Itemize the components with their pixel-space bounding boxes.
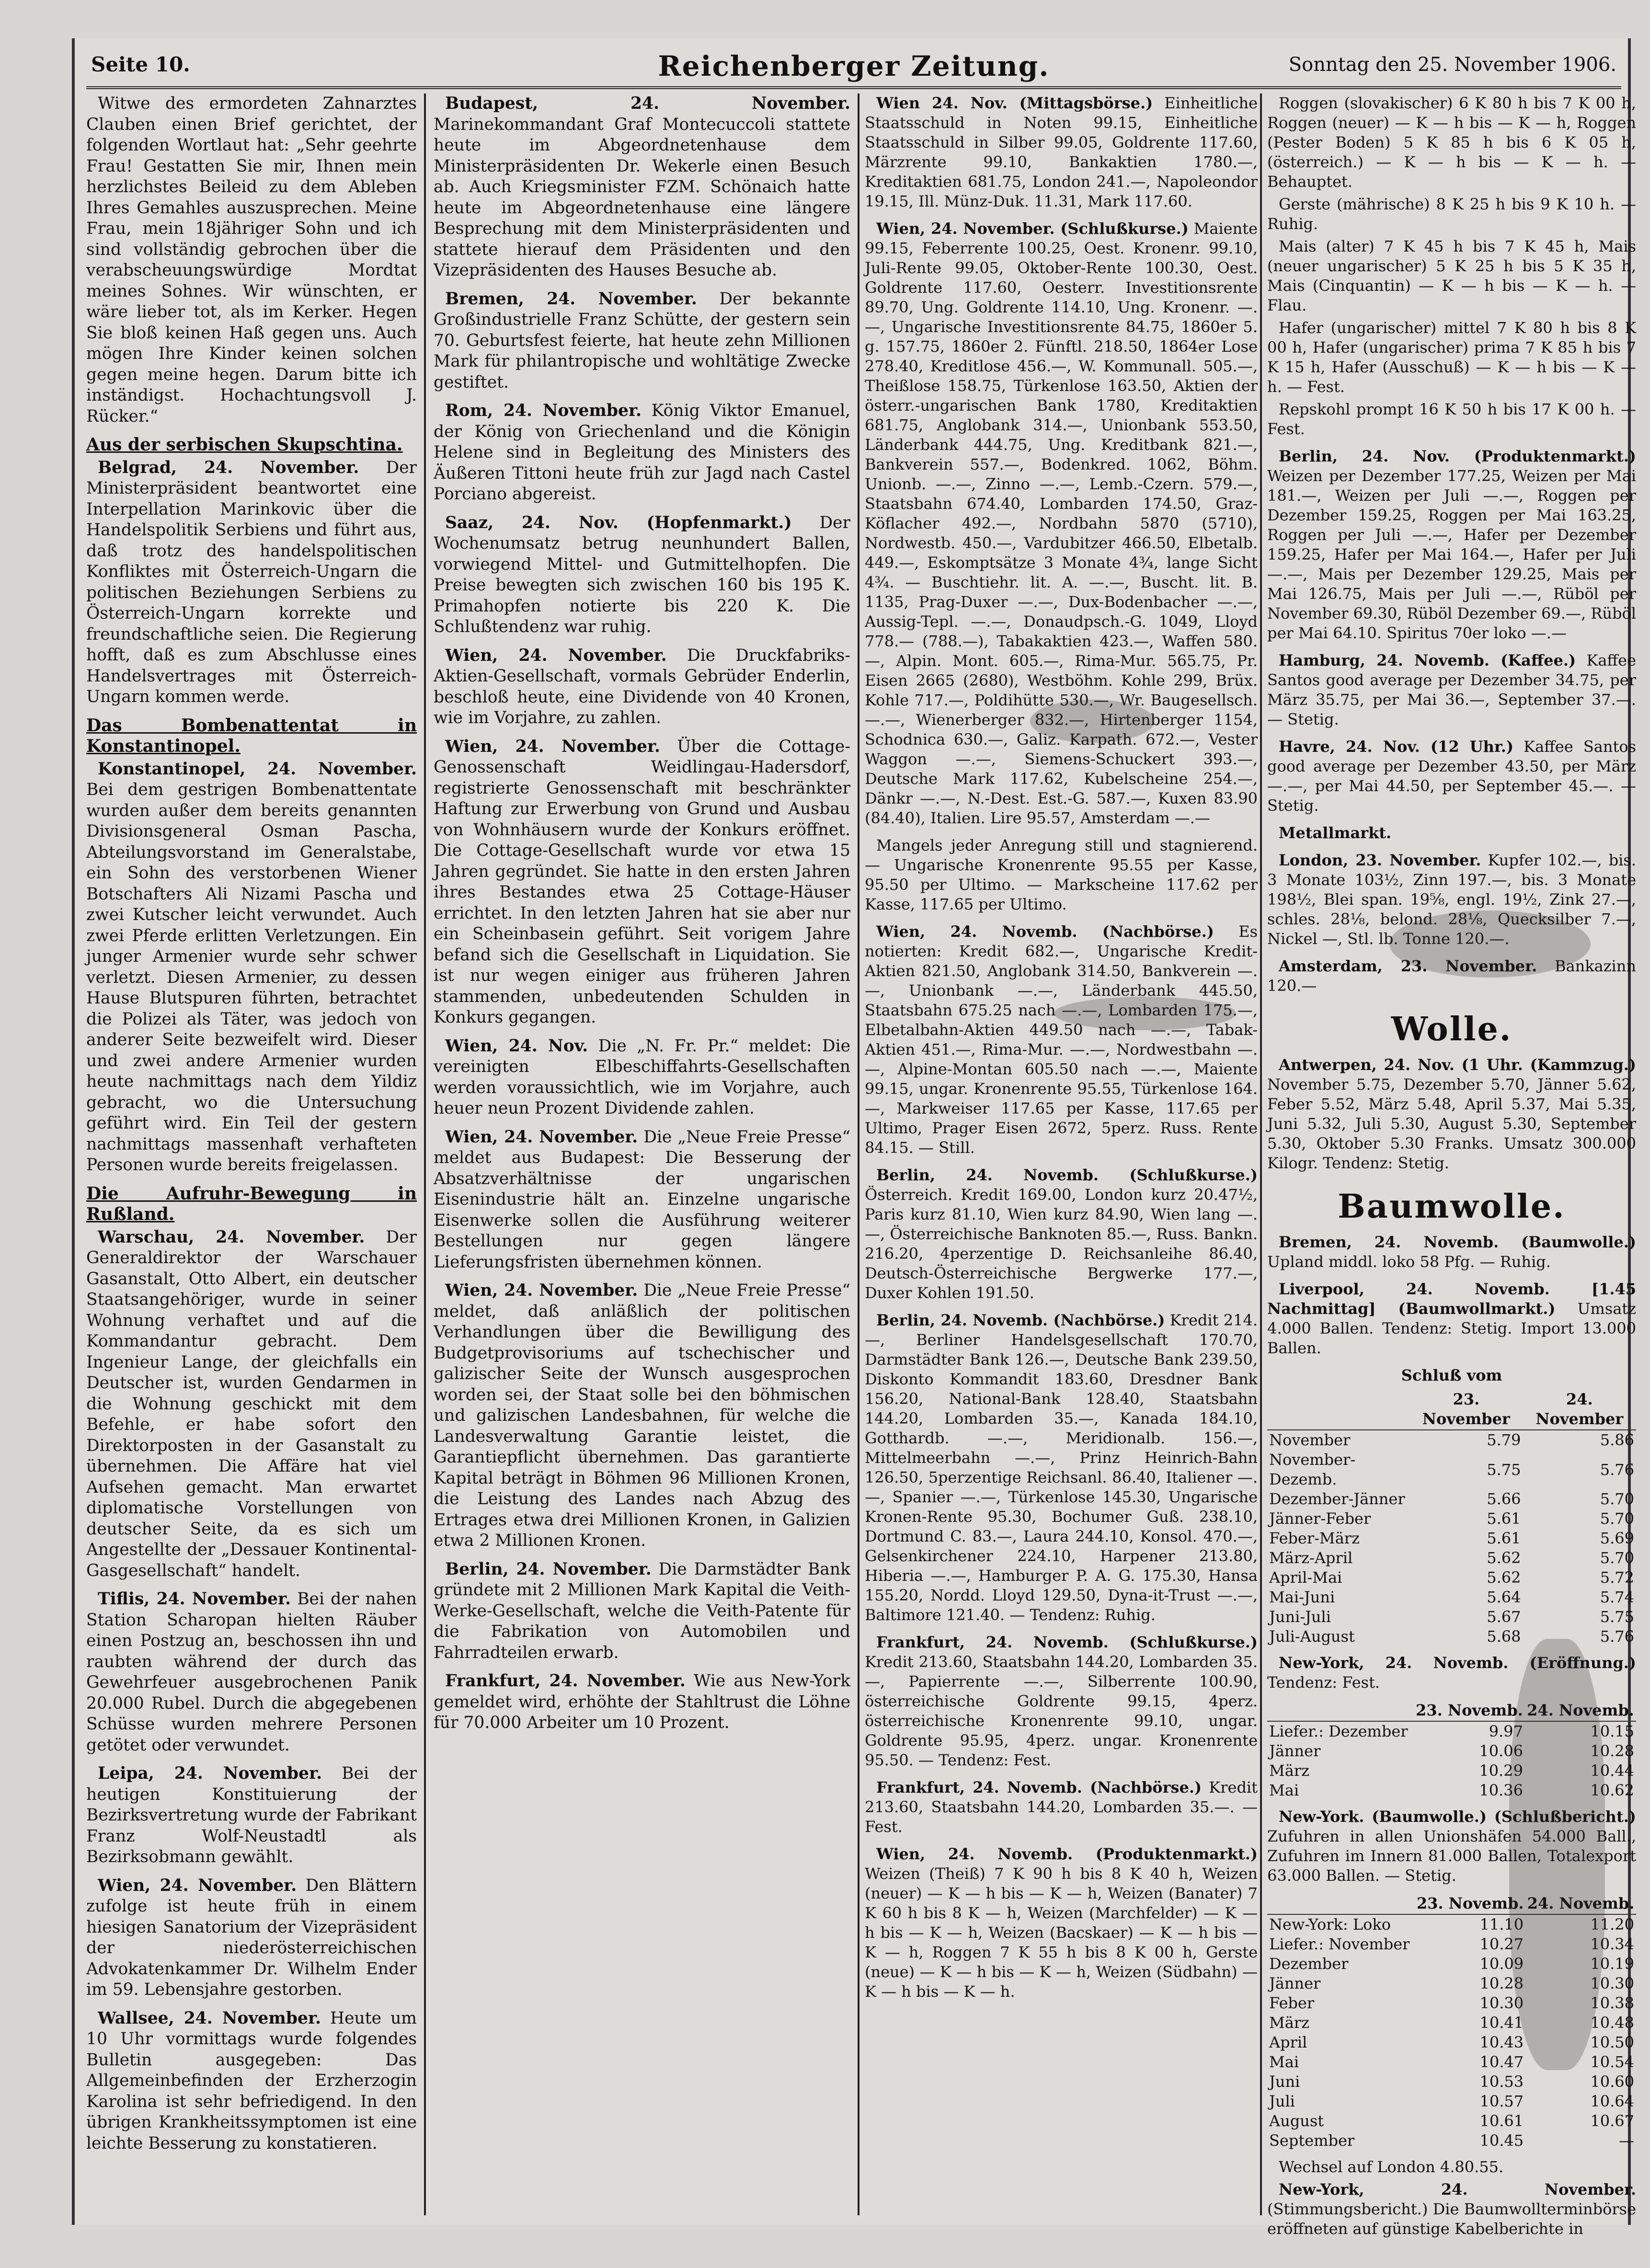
- paragraph-text: Wie aus New-York gemeldet wird, erhöhte der Stahltrust die Löhne für 70.000 Arbeiter um 10 Prozent.: [434, 1671, 850, 1732]
- dateline: Liverpool, 24. Novemb. [1.45 Nachmittag] (Baumwollmarkt.): [1267, 1280, 1636, 1318]
- dateline: Frankfurt, 24. Novemb. (Nachbörse.): [876, 1778, 1202, 1796]
- table-cell: 5.67: [1487, 1608, 1521, 1626]
- article: [865, 922, 1258, 1158]
- paragraph-text: Roggen (slovakischer) 6 K 80 h bis 7 K 00 h, Roggen (neuer) — K — h bis — K — h, Roggen (Pester Boden) 5 K 85 h bis 6 K 05 h, (österreich.) — K — h bis — K — h. — Behauptet.: [1267, 94, 1636, 191]
- paragraph: [434, 1036, 850, 1119]
- article: [865, 1165, 1258, 1303]
- paragraph: [86, 458, 417, 708]
- article-newyork-opening: [1267, 1653, 1636, 1692]
- paragraph: [86, 1763, 417, 1868]
- table-row: [1267, 1489, 1636, 1509]
- table-cell: Mai: [1269, 1781, 1299, 1799]
- article-headline: Das Bombenattentat in Konstantinopel.: [86, 715, 417, 756]
- paragraph: [86, 1227, 417, 1582]
- paragraph-text: Der bekannte Großindustrielle Franz Schütte, der gestern sein 70. Geburtsfest feierte, hat heute zehn Millionen Mark für philantropische und wohltätige Zwecke gestiftet.: [434, 289, 851, 392]
- paragraph-text: Gerste (mährische) 8 K 25 h bis 9 K 10 h. — Ruhig.: [1267, 195, 1636, 233]
- article: [434, 513, 850, 638]
- table-cell: 10.34: [1590, 1935, 1634, 1953]
- article: [434, 289, 850, 393]
- article: [1267, 651, 1636, 729]
- dateline: New-York. (Baumwolle.) (Schlußbericht.): [1279, 1807, 1636, 1826]
- paragraph: [865, 1844, 1258, 2002]
- article: [86, 1184, 417, 1582]
- article: [865, 1778, 1258, 1837]
- table-cell: November: [1269, 1431, 1351, 1449]
- cotton-closing-table: [1267, 1389, 1636, 1646]
- paragraph: [1267, 318, 1636, 397]
- table-cell: 5.61: [1487, 1529, 1521, 1547]
- table-row: [1267, 2052, 1636, 2072]
- table-cell: Feber-März: [1269, 1529, 1360, 1547]
- table-cell: 11.20: [1590, 1915, 1634, 1934]
- table-cell: 10.57: [1479, 2092, 1524, 2110]
- paragraph: [865, 1633, 1258, 1770]
- dateline: Frankfurt, 24. Novemb. (Schlußkurse.): [876, 1633, 1258, 1651]
- article-text: Tendenz: Fest.: [1267, 1673, 1380, 1692]
- article: [1267, 737, 1636, 816]
- table-cell: 10.19: [1590, 1955, 1634, 1973]
- dateline: Tiflis, 24. November.: [98, 1589, 291, 1609]
- article: [865, 1633, 1258, 1770]
- table-cell: 10.43: [1479, 2033, 1524, 2051]
- article: [86, 1876, 417, 2001]
- table-cell: März-April: [1269, 1549, 1353, 1567]
- dateline: Warschau, 24. November.: [98, 1227, 365, 1247]
- table-row: [1267, 2033, 1636, 2052]
- article: [1267, 851, 1636, 949]
- paragraph: [1267, 447, 1636, 643]
- paragraph-text: König Viktor Emanuel, der König von Griechenland und die Königin Helene sind in Begleitung des Ministers des Äußeren Tittoni heute früh zur Jagd nach Castel Porciano abgereist.: [434, 401, 851, 504]
- article: [434, 1671, 850, 1734]
- article: [1267, 956, 1636, 996]
- table-cell: 10.38: [1590, 1994, 1634, 2012]
- table-cell: 10.64: [1590, 2092, 1634, 2110]
- table-cell: 5.79: [1487, 1431, 1521, 1449]
- dateline: Saaz, 24. Nov. (Hopfenmarkt.): [445, 513, 792, 532]
- paragraph-text: Weizen per Dezember 177.25, Weizen per Mai 181.—, Weizen per Juli —.—, Roggen per Dezember 159.25, Roggen per Mai 163.25, Roggen per Juli —.—, Hafer per Dezember 159.25, Hafer per Mai 164.—, Hafer per Juli —.—, Mais per Dezember 129.25, Mais per Mai 126.75, Mais per Juli —.—, Rüböl per November 69.30, Rüböl Dezember 69.—, Rüböl per Mai 64.10. Spiritus 70er loko —.—: [1267, 467, 1636, 642]
- table-cell: 10.27: [1479, 1935, 1524, 1953]
- table-cell: 10.53: [1479, 2072, 1524, 2091]
- article: [434, 1280, 850, 1552]
- article-newyork-closing: [1267, 1807, 1636, 1886]
- table-row: [1267, 1450, 1636, 1489]
- table-cell: März: [1269, 1761, 1309, 1780]
- paragraph-text: Der Ministerpräsident beantwortet eine Interpellation Marinkovic über die Handelspolitik Serbiens und führt aus, daß trotz des handelspolitischen Konfliktes mit Österreich-Ungarn die politischen Beziehungen Serbiens zu Österreich-Ungarn korrekte und freundschaftliche seien. Die Regierung hofft, daß es zum Abschlusse eines Handelsvertrages mit Österreich-Ungarn kommen werde.: [86, 458, 417, 706]
- table-row: [1267, 1761, 1636, 1781]
- dateline: Metallmarkt.: [1279, 824, 1392, 842]
- dateline: Berlin, 24. Novemb. (Schlußkurse.): [876, 1166, 1258, 1184]
- article-text: Umsatz 4.000 Ballen. Tendenz: Stetig. Import 13.000 Ballen.: [1267, 1300, 1636, 1357]
- newyork-closing-table: [1267, 1893, 1636, 2151]
- newyork-opening-table: [1267, 1700, 1636, 1800]
- table-cell: 11.10: [1479, 1915, 1524, 1934]
- table-row: [1267, 2111, 1636, 2131]
- table-row: [1267, 1548, 1636, 1568]
- table-cell: 5.68: [1487, 1627, 1521, 1646]
- table-row: [1267, 1529, 1636, 1548]
- table-row: [1267, 1509, 1636, 1529]
- article: [86, 93, 417, 427]
- article: [1267, 823, 1636, 843]
- dateline: London, 23. November.: [1279, 851, 1481, 869]
- table-cell: Juli: [1269, 2092, 1295, 2110]
- dateline: Wien, 24. November.: [445, 1127, 638, 1147]
- paragraph-text: Repskohl prompt 16 K 50 h bis 17 K 00 h. — Fest.: [1267, 400, 1636, 438]
- table-cell: 10.28: [1590, 1742, 1634, 1760]
- dateline: Wien, 24. Novemb. (Produktenmarkt.): [876, 1845, 1258, 1863]
- paragraph: [865, 93, 1258, 211]
- dateline: Berlin, 24. November.: [445, 1559, 652, 1579]
- paragraph: [865, 1165, 1258, 1303]
- dateline: Bremen, 24. November.: [445, 289, 697, 309]
- paragraph-text: Mangels jeder Anregung still und stagnierend. — Ungarische Kronenrente 95.55 per Kasse, 95.50 per Ultimo. — Markscheine 117.62 per Kasse, 117.65 per Ultimo.: [865, 836, 1258, 913]
- table-cell: 9.97: [1489, 1722, 1523, 1740]
- table-row: [1267, 1430, 1636, 1450]
- table-cell: 10.41: [1479, 2014, 1524, 2032]
- paragraph: [865, 219, 1258, 828]
- table-cell: Liefer.: Dezember: [1269, 1722, 1408, 1740]
- paragraph-text: Witwe des ermordeten Zahnarztes Clauben einen Brief gerichtet, der folgenden Wortlaut hat: „Sehr geehrte Frau! Gestatten Sie mir, Ihnen mein herzlichstes Beileid zu dem Ableben Ihres Gemahles auszusprechen. Meine Frau, mein 18jähriger Sohn und ich sind vollständig gebrochen über die verabscheuungswürdige Mordtat meines Sohnes. Wir wünschten, er wäre lieber tot, als im Kerker. Hegen Sie bloß keinen Haß gegen uns. Auch mögen Ihre Kinder keinen solchen gegen meine hegen. Darum bitte ich inständigst. Hochachtungsvoll J. Rücker.“: [86, 94, 417, 426]
- table-header: 23. November: [1409, 1389, 1523, 1430]
- table-cell: 5.75: [1487, 1460, 1521, 1479]
- paragraph-text: Die „Neue Freie Presse“ meldet, daß anläßlich der politischen Verhandlungen über die Bewilligung des Budgetprovisoriums auf tschechischer und galizischer Seite der Wunsch ausgesprochen worden sei, der Staat solle bei den böhmischen und galizischen Landesbahnen, für welche die Landesverwaltung Garantie leistet, die Garantiepflicht übernehmen. Das garantierte Kapital beträgt in Böhmen 96 Millionen Kronen, die Leistung des Landes nach Abzug des Ertrages etwa drei Millionen Kronen, in Galizien etwa 2 Millionen Kronen.: [434, 1281, 850, 1550]
- article: [865, 219, 1258, 828]
- paragraph-text: Bei dem gestrigen Bombenattentate wurden außer dem bereits genannten Divisionsgeneral Osman Pascha, Abteilungsvorstand im Generalstabe, ein Sohn des verstorbenen Wiener Botschafters Ali Nizami Pascha und zwei Kutscher leicht verwundet. Auch zwei Pferde erlitten Verletzungen. Ein junger Armenier wurde sehr schwer verletzt. Diesen Armenier, zu dessen Hause Blutspuren führten, betrachtet die Polizei als Täter, was jedoch von anderer Seite bezweifelt wird. Dieser und zwei andere Armenier wurden heute nachmittags nach dem Yildiz gebracht, wo die Untersuchung geführt wird. Ein Teil der gestern nachmittags massenhaft verhafteten Personen wurde bereits freigelassen.: [86, 780, 417, 1174]
- table-row: [1267, 1993, 1636, 2013]
- table-cell: August: [1269, 2112, 1324, 2130]
- table-row: [1267, 1568, 1636, 1588]
- table-cell: April: [1269, 2033, 1307, 2051]
- article: [865, 1311, 1258, 1625]
- table-cell: 10.54: [1590, 2053, 1634, 2071]
- table-cell: 5.66: [1487, 1490, 1521, 1508]
- table-cell: Juni-Juli: [1269, 1608, 1331, 1626]
- column-rule: [424, 93, 426, 2215]
- table-header: 23. Novemb.: [1414, 1700, 1525, 1721]
- paragraph-text: Kredit 213.60, Staatsbahn 144.20, Lombarden 35.—. — Fest.: [865, 1778, 1258, 1836]
- table-header: 24. Novemb.: [1525, 1700, 1636, 1721]
- table-cell: 10.44: [1590, 1761, 1634, 1780]
- table-cell: Juli-August: [1269, 1627, 1355, 1646]
- column-rule: [1260, 93, 1262, 2215]
- paragraph: [1267, 956, 1636, 996]
- table-cell: Jänner: [1269, 1974, 1321, 1992]
- dateline: Budapest, 24. November.: [445, 94, 850, 113]
- paragraph: [1267, 400, 1636, 439]
- paragraph-text: Die „Neue Freie Presse“ meldet aus Budapest: Die Besserung der Absatzverhältnisse der ungarischen Eisenindustrie hält an. Einzelne ungarische Eisenwerke sollen die Ausführung weiterer Bestellungen nur gegen längere Lieferungsfristen übernehmen können.: [434, 1127, 850, 1272]
- table-cell: 5.64: [1487, 1588, 1521, 1606]
- table-cell: 5.62: [1487, 1549, 1521, 1567]
- paragraph: [434, 645, 850, 729]
- commodity-reports: [1267, 93, 1636, 996]
- table-cell: 10.47: [1479, 2053, 1524, 2071]
- paragraph-text: Den Blättern zufolge ist heute früh in einem hiesigen Sanatorium der Vizepräsident der niederösterreichischen Advokatenkammer Dr. Wilhelm Ender im 59. Lebensjahre gestorben.: [86, 1876, 417, 1999]
- paragraph-text: Kaffee Santos good average per Dezember 34.75, per März 35.75, per Mai 36.—, September 37.—. — Stetig.: [1267, 651, 1637, 728]
- table-cell: Dezember-Jänner: [1269, 1490, 1405, 1508]
- dateline: Wien, 24. Novemb. (Nachbörse.): [876, 922, 1214, 941]
- column-3-stock-reports: [865, 93, 1258, 2215]
- table-row: [1267, 1588, 1636, 1607]
- dateline: Konstantinopel, 24. November.: [98, 759, 417, 779]
- table-row: [1267, 2072, 1636, 2092]
- table-cell: 5.86: [1600, 1431, 1634, 1449]
- table-cell: New-York: Loko: [1269, 1915, 1391, 1934]
- table-cell: 10.28: [1479, 1974, 1524, 1992]
- table-cell: 5.62: [1487, 1568, 1521, 1587]
- paragraph-text: Bei der heutigen Konstituierung der Bezirksvertretung wurde der Fabrikant Franz Wolf-Neustadtl als Bezirksobmann gewählt.: [86, 1764, 417, 1866]
- paragraph: [434, 513, 850, 638]
- table-cell: 10.67: [1590, 2112, 1634, 2130]
- article: [865, 836, 1258, 914]
- article: [434, 1127, 850, 1273]
- dateline: Wien, 24. November.: [445, 1281, 638, 1300]
- table-caption: Schluß vom: [1401, 1366, 1502, 1384]
- table-cell: Feber: [1269, 1994, 1315, 2012]
- table-cell: Liefer.: November: [1269, 1935, 1410, 1953]
- table-cell: Dezember: [1269, 1955, 1349, 1973]
- paragraph-text: Kaffee Santos good average per Dezember 43.50, per März —.—, per Mai 44.50, per September 45.—. — Stetig.: [1267, 737, 1637, 815]
- paragraph: [434, 93, 850, 281]
- table-cell: 5.76: [1600, 1627, 1634, 1646]
- article: [1267, 447, 1636, 643]
- article: [86, 2008, 417, 2154]
- paragraph-text: Die „N. Fr. Pr.“ meldet: Die vereinigten Elbeschiffahrts-Gesellschaften werden voraussichtlich, wie im Vorjahre, auch heuer neun Prozent Dividende zahlen.: [434, 1036, 851, 1118]
- dateline: Frankfurt, 24. November.: [445, 1671, 686, 1691]
- article-bremen: [1267, 1232, 1636, 1272]
- paragraph-text: Kupfer 102.—, bis. 3 Monate 103½, Zinn 197.—, bis. 3 Monate 198½, Blei span. 19⅝, engl. 19½, Zink 27.—, schles. 28⅛, belond. 28⅛, Quecksilber 7.—, Nickel —, Stl. lb. Tonne 120.—.: [1267, 851, 1637, 948]
- table-row: [1267, 1914, 1636, 1934]
- paragraph: [1267, 737, 1636, 816]
- dateline: Berlin, 24. Nov. (Produktenmarkt.): [1279, 447, 1636, 465]
- page-number: Seite 10.: [91, 53, 190, 76]
- table-cell: 10.06: [1479, 1742, 1523, 1760]
- article: [86, 1589, 417, 1756]
- paragraph: [434, 289, 850, 393]
- table-header: 24. November: [1523, 1389, 1636, 1430]
- table-header: 23. Novemb.: [1415, 1893, 1525, 1914]
- article: [865, 1844, 1258, 2002]
- table-row: [1267, 1627, 1636, 1646]
- dateline: Bremen, 24. Novemb. (Baumwolle.): [1279, 1233, 1636, 1251]
- dateline: Belgrad, 24. November.: [98, 458, 359, 477]
- table-row: [1267, 2131, 1636, 2151]
- paragraph-text: Bei der nahen Station Scharopan hielten Räuber einen Postzug an, beschossen ihn und raubten während der durch das Gewehrfeuer ausgebrochenen Panik 20.000 Rubel. Durch die abgegebenen Schüsse wurden mehrere Personen getötet oder verwundet.: [86, 1589, 417, 1755]
- table-header: 24. Novemb.: [1525, 1893, 1636, 1914]
- paragraph: [86, 2008, 417, 2154]
- article-text: November 5.75, Dezember 5.70, Jänner 5.62, Feber 5.52, März 5.48, April 5.37, Mai 5.35, Juni 5.32, Juli 5.30, August 5.30, September 5.30, Oktober 5.30 Franks. Umsatz 300.000 Kilogr. Tendenz: Stetig.: [1267, 1075, 1636, 1172]
- table-row: [1267, 1934, 1636, 1954]
- article: [1267, 93, 1636, 439]
- paragraph-text: Es notierten: Kredit 682.—, Ungarische Kredit-Aktien 821.50, Anglobank 314.50, Bankverein —.—, Unionbank —.—, Länderbank 445.50, Staatsbahn 675.25 nach —.—, Lombarden 175.—, Elbetalbahn-Aktien 449.50 nach —.—, Tabak-Aktien 451.—, Rima-Mur. —.—, Nordwestbahn —.—, Alpine-Montan 605.50 nach —.—, Maiente 99.15, ungar. Kronenrente 95.55, Türkenlose 164.—, Markweiser 117.65 per Kasse, 117.65 per Ultimo, Prager Eisen 2672, 5perz. Russ. Rente 84.15. — Still.: [865, 922, 1258, 1157]
- paragraph-text: Die Darmstädter Bank gründete mit 2 Millionen Mark Kapital die Veith-Werke-Gesellschaft, welche die Veith-Patente für die Fabrikation von Automobilen und Fahrradteilen erwarb.: [434, 1559, 851, 1662]
- issue-date: Sonntag den 25. November 1906.: [1288, 54, 1616, 76]
- paragraph-text: Bankazinn 120.—: [1267, 957, 1636, 995]
- article: [434, 645, 850, 729]
- table-cell: 5.69: [1600, 1529, 1634, 1547]
- table-cell: 10.15: [1590, 1722, 1634, 1740]
- table-cell: —: [1619, 2131, 1634, 2150]
- paragraph-text: Der Wochenumsatz betrug neunhundert Ballen, vorwiegend Mittel- und Gutmittelhopfen. Die Preise bewegten sich zwischen 160 bis 195 K. Primahopfen notierte bis 220 K. Die Schlußtendenz war ruhig.: [434, 513, 851, 636]
- paragraph-text: Marinekommandant Graf Montecuccoli stattete heute im Abgeordnetenhause dem Ministerpräsidenten Dr. Wekerle einen Besuch ab. Auch Kriegsminister FZM. Schönaich hatte heute im Abgeordnetenhause eine längere Besprechung mit dem Ministerpräsidenten und stattete hierauf dem Präsidenten und den Vizepräsidenten des Hauses Besuche ab.: [434, 115, 850, 280]
- paragraph-text: Weizen (Theiß) 7 K 90 h bis 8 K 40 h, Weizen (neuer) — K — h bis — K — h, Weizen (Banater) 7 K 60 h bis 8 K — h, Weizen (Marchfelder) — K — h bis — K — h, Weizen (Bacskaer) — K — h bis — K — h, Roggen 7 K 55 h bis 8 K 00 h, Gerste (neue) — K — h bis — K — h, Weizen (Südbahn) — K — h bis — K — h.: [865, 1865, 1258, 2001]
- table-cell: 5.74: [1600, 1588, 1634, 1606]
- table-row: [1267, 1954, 1636, 1974]
- table-cell: 5.70: [1600, 1549, 1634, 1567]
- paragraph: [1267, 93, 1636, 192]
- section-title-wolle: Wolle.: [1391, 1010, 1512, 1048]
- paragraph: [86, 93, 417, 427]
- table-row: [1267, 2092, 1636, 2111]
- dateline: New-York, 24. Novemb. (Eröffnung.): [1279, 1654, 1636, 1672]
- table-row: [1267, 2013, 1636, 2033]
- paragraph-text: Mais (alter) 7 K 45 h bis 7 K 45 h, Mais (neuer ungarischer) 5 K 25 h bis 5 K 35 h, Mais (Cinquantin) — K — h bis — K — h. — Flau.: [1267, 237, 1636, 314]
- dateline: Wien 24. Nov. (Mittagsbörse.): [876, 94, 1153, 112]
- table-header: [1267, 1893, 1415, 1914]
- paragraph: [86, 1876, 417, 2001]
- dateline: Wallsee, 24. November.: [98, 2008, 321, 2028]
- paragraph: [434, 1280, 850, 1552]
- paragraph: [1267, 651, 1636, 729]
- dateline: Wien, 24. November. (Schlußkurse.): [876, 219, 1189, 238]
- table-cell: 10.29: [1479, 1761, 1523, 1780]
- paragraph-text: Die Druckfabriks-Aktien-Gesellschaft, vormals Gebrüder Enderlin, beschloß heute, eine Dividende von 40 Kronen, wie im Vorjahre, zu zahlen.: [434, 645, 850, 727]
- article: [434, 93, 850, 281]
- dateline: Wien, 24. Nov.: [445, 1036, 588, 1056]
- article: [434, 1036, 850, 1119]
- article: [434, 737, 850, 1028]
- article-text: Zufuhren in allen Unionshäfen 54.000 Ball., Zufuhren im Innern 81.000 Ballen, Totalexport 63.000 Ballen. — Stetig.: [1267, 1827, 1636, 1885]
- dateline: Berlin, 24. Novemb. (Nachbörse.): [876, 1311, 1165, 1329]
- column-4-commodity-reports: [1267, 93, 1637, 2238]
- table-cell: 10.09: [1479, 1955, 1524, 1973]
- paragraph: [434, 401, 850, 505]
- table-cell: April-Mai: [1269, 1568, 1342, 1587]
- dateline: Wien, 24. November.: [98, 1876, 297, 1895]
- table-cell: Mai-Juni: [1269, 1588, 1335, 1606]
- dateline: New-York, 24. November.: [1279, 2180, 1636, 2199]
- article: [434, 1559, 850, 1664]
- table-cell: März: [1269, 2014, 1309, 2032]
- paragraph-text: Über die Cottage-Genossenschaft Weidlingau-Hadersdorf, registrierte Genossenschaft mit beschränkter Haftung zur Erwerbung von Grund und Ausbau von Wohnhäusern wurde der Konkurs eröffnet. Die Cottage-Gesellschaft wurde vor etwa 15 Jahren gegründet. Sie hatte in den ersten Jahren ihres Bestandes etwa 25 Cottage-Häuser errichtet. In den letzten Jahren hat sie aber nur ein Scheinbasein geführt. Seit vorigem Jahre befand sich die Gesellschaft in Liquidation. Sie ist nur wegen einiger aus früheren Jahren stammenden, unbedeutenden Schulden in Konkurs gegangen.: [434, 737, 850, 1027]
- table-cell: Jänner: [1269, 1742, 1321, 1760]
- table-row: [1267, 1781, 1636, 1800]
- article: [865, 93, 1258, 211]
- article: [434, 401, 850, 505]
- paragraph-text: Maiente 99.15, Feberrente 100.25, Oest. Kronenr. 99.10, Juli-Rente 99.05, Oktober-Rente 100.30, Oest. Goldrente 117.60, Oesterr. Investitionsrente 89.70, Ung. Goldrente 114.10, Ung. Kronenr. —.—, Ungarische Investitionsrente 84.75, 1860er 5. g. 157.75, 1860er 2. Fünftl. 218.50, 1864er Lose 278.40, Kreditlose 456.—, W. Kommunall. 505.—, Theißlose 158.75, Türkenlose 163.50, Aktien der österr.-ungarischen Bank 1780, Kreditaktien 681.75, Anglobank 314.—, Unionbank 553.50, Länderbank 444.75, Ung. Kreditbank 821.—, Bankverein 557.—, Bodenkred. 1062, Böhm. Unionb. —.—, Zinno —.—, Lemb.-Czern. 579.—, Staatsbahn 674.40, Lombarden 174.50, Graz-Köflacher 492.—, Nordbahn 5870 (5710), Nordwestb. 450.—, Vardubitzer 466.50, Elbetalb. 449.—, Eskomptsätze 3 Monate 4¾, lange Sicht 4¾. — Buschtiehr. lit. A. —.—, Buscht. lit. B. 1135, Prag-Duxer —.—, Dux-Bodenbacher —.—, Aussig-Tepl. —.—, Donaudpsch.-G. 1049, Lloyd 778.— (788.—), Tabakaktien 423.—, Waffen 580.—, Alpin. Mont. 605.—, Rima-Mur. 565.75, Pr. Eisen 2665 (2680), Westböhm. Kohle 299, Brüx. Kohle 717.—, Poldihütte 530.—, Wr. Baugesellsch. —.—, Wienerberger 832.—, Hirtenberger 1154, Schodnica 630.—, Galiz. Karpath. 672.—, Vester Waggon —.—, Siemens-Schuckert 393.—, Deutsche Mark 117.62, Kubelscheine 254.—, Dänkr —.—, N.-Dest. Est.-G. 587.—, Kuxen 83.90 (84.40), Italien. Lire 95.57, Amsterdam —.—: [865, 219, 1258, 827]
- article: [86, 435, 417, 708]
- paragraph: [865, 1311, 1258, 1625]
- dateline: Rom, 24. November.: [445, 401, 642, 420]
- dateline: Antwerpen, 24. Nov. (1 Uhr. (Kammzug.): [1279, 1056, 1636, 1074]
- paragraph: [865, 836, 1258, 914]
- paragraph: [865, 1778, 1258, 1837]
- paragraph: [86, 759, 417, 1176]
- table-cell: 10.61: [1479, 2112, 1524, 2130]
- table-cell: 10.48: [1590, 2014, 1634, 2032]
- table-cell: 10.60: [1590, 2072, 1634, 2091]
- paragraph: [1267, 195, 1636, 234]
- table-cell: 5.76: [1600, 1460, 1634, 1479]
- table-row: [1267, 1607, 1636, 1627]
- article-headline: Die Aufruhr-Bewegung in Rußland.: [86, 1183, 417, 1224]
- table-cell: 10.36: [1479, 1781, 1523, 1799]
- table-cell: September: [1269, 2131, 1355, 2150]
- paragraph-text: Einheitliche Staatsschuld in Noten 99.15, Einheitliche Staatsschuld in Silber 99.05, Goldrente 117.60, Märzrente 99.10, Bankaktien 1780.—, Kreditaktien 681.75, London 241.—, Napoleondor 19.15, Ill. Münz-Duk. 11.31, Mark 117.60.: [865, 94, 1258, 210]
- article-text: Upland middl. loko 58 Pfg. — Ruhig.: [1267, 1253, 1551, 1271]
- article-headline: Aus der serbischen Skupschtina.: [86, 435, 403, 455]
- table-cell: 10.30: [1590, 1974, 1634, 1992]
- article: [86, 715, 417, 1176]
- dateline: Wien, 24. November.: [445, 645, 667, 665]
- column-2: [434, 93, 850, 2215]
- paragraph-text: Der Generaldirektor der Warschauer Gasanstalt, Otto Albert, ein deutscher Staatsangehöriger, wurde in seiner Wohnung verhaftet und auf die Kommandantur gebracht. Dem Ingenieur Lange, der gleichfalls ein Deutscher ist, wurden Gendarmen in die Wohnung geschickt mit dem Befehle, er habe sofort den Direktorposten in der Gasanstalt zu übernehmen. Die Affäre hat viel Aufsehen gemacht. Man erwartet diplomatische Vorstellungen von deutscher Seite, da es sich um Angestellte der „Dessauer Kontinental-Gasgesellschaft“ handelt.: [86, 1227, 417, 1580]
- table-cell: 10.50: [1590, 2033, 1634, 2051]
- article-text: (Stimmungsbericht.) Die Baumwollterminbörse eröffneten auf günstige Kabelberichte in: [1267, 2200, 1636, 2238]
- table-cell: 10.30: [1479, 1994, 1524, 2012]
- article-newyork-sentiment: [1267, 2180, 1636, 2239]
- table-cell: November-Dezemb.: [1269, 1451, 1356, 1488]
- table-header: [1267, 1389, 1409, 1430]
- table-cell: Jänner-Feber: [1269, 1509, 1371, 1528]
- article-liverpool: [1267, 1279, 1636, 1358]
- table-cell: 5.72: [1600, 1568, 1634, 1587]
- paragraph: [434, 1559, 850, 1664]
- column-rule: [858, 93, 859, 2215]
- paragraph-text: Österreich. Kredit 169.00, London kurz 20.47½, Paris kurz 81.10, Wien kurz 84.90, Wien lang —.—, Österreichische Banknoten 85.—, Russ. Bankn. 216.20, 4perzentige D. Reichsanleihe 86.40, Deutsch-Österreichische Bergwerke 177.—, Duxer Kohlen 191.50.: [865, 1186, 1258, 1302]
- dateline: Leipa, 24. November.: [98, 1764, 322, 1783]
- dateline: Amsterdam, 23. November.: [1279, 957, 1537, 975]
- section-title-baumwolle: Baumwolle.: [1338, 1187, 1566, 1226]
- exchange-note: Wechsel auf London 4.80.55.: [1279, 2158, 1504, 2176]
- table-cell: 5.70: [1600, 1490, 1634, 1508]
- paragraph: [434, 1127, 850, 1273]
- newspaper-title: Reichenberger Zeitung.: [658, 50, 1050, 82]
- paragraph-text: Heute um 10 Uhr vormittags wurde folgendes Bulletin ausgegeben: Das Allgemeinbefinden der Erzherzogin Karolina ist sehr befriedigend. In den übrigen Krankheitssymptomen ist eine leichte Besserung zu konstatieren.: [86, 2008, 417, 2153]
- article-wolle: [1267, 1055, 1636, 1173]
- paragraph: [434, 737, 850, 1028]
- table-header: [1267, 1700, 1414, 1721]
- dateline: Havre, 24. Nov. (12 Uhr.): [1279, 737, 1514, 756]
- table-cell: Juni: [1269, 2072, 1300, 2091]
- article: [86, 1763, 417, 1868]
- paragraph: [865, 922, 1258, 1158]
- table-row: [1267, 1974, 1636, 1993]
- masthead: [86, 48, 1621, 89]
- paragraph: [1267, 851, 1636, 949]
- dateline: Wien, 24. November.: [445, 737, 661, 756]
- dateline: Hamburg, 24. Novemb. (Kaffee.): [1279, 651, 1576, 669]
- paragraph-text: Hafer (ungarischer) mittel 7 K 80 h bis 8 K 00 h, Hafer (ungarischer) prima 7 K 85 h bis 7 K 15 h, Hafer (Ausschuß) — K — h bis — K — h. — Fest.: [1267, 319, 1636, 396]
- paragraph: [434, 1671, 850, 1734]
- column-1: [86, 93, 417, 2215]
- paragraph: [1267, 237, 1636, 315]
- table-cell: 10.62: [1590, 1781, 1634, 1799]
- table-row: [1267, 1721, 1636, 1741]
- table-cell: Mai: [1269, 2053, 1299, 2071]
- paragraph-text: Kredit 213.60, Staatsbahn 144.20, Lombarden 35.—, Papierrente —.—, Silberrente 100.90, österreichische Goldrente 99.15, 4perz. österreichische Kronenrente 99.10, ungar. Goldrente 95.95, 4perz. ungar. Kronenrente 95.50. — Tendenz: Fest.: [865, 1653, 1258, 1769]
- table-cell: 5.75: [1600, 1608, 1634, 1626]
- paragraph-text: Kredit 214.—, Berliner Handelsgesellschaft 170.70, Darmstädter Bank 126.—, Deutsche Bank 239.50, Diskonto Kommandit 183.60, Dresdner Bank 156.20, National-Bank 128.40, Staatsbahn 144.20, Lombarden 35.—, Kanada 184.10, Gotthardb. —.—, Meridionalb. 156.—, Mittelmeerbahn —.—, Prinz Heinrich-Bahn 126.50, 5perzentige Reichsanl. 86.40, Italiener —.—, Spanier —.—, Türkenlose 145.30, Ungarische Kronen-Rente 95.30, Bochumer Guß. 238.10, Dortmund C. 83.—, Laura 244.10, Konsol. 470.—, Gelsenkirchener 224.10, Harpener 213.80, Hiberia —.—, Hamburger P. A. G. 175.30, Hansa 155.20, Nordd. Lloyd 129.50, Dyna-it-Trust —.—, Baltimore 121.40. — Tendenz: Ruhig.: [865, 1311, 1258, 1624]
- table-cell: 5.61: [1487, 1509, 1521, 1528]
- table-cell: 10.45: [1479, 2131, 1524, 2150]
- table-row: [1267, 1741, 1636, 1761]
- paragraph: [86, 1589, 417, 1756]
- table-cell: 5.70: [1600, 1509, 1634, 1528]
